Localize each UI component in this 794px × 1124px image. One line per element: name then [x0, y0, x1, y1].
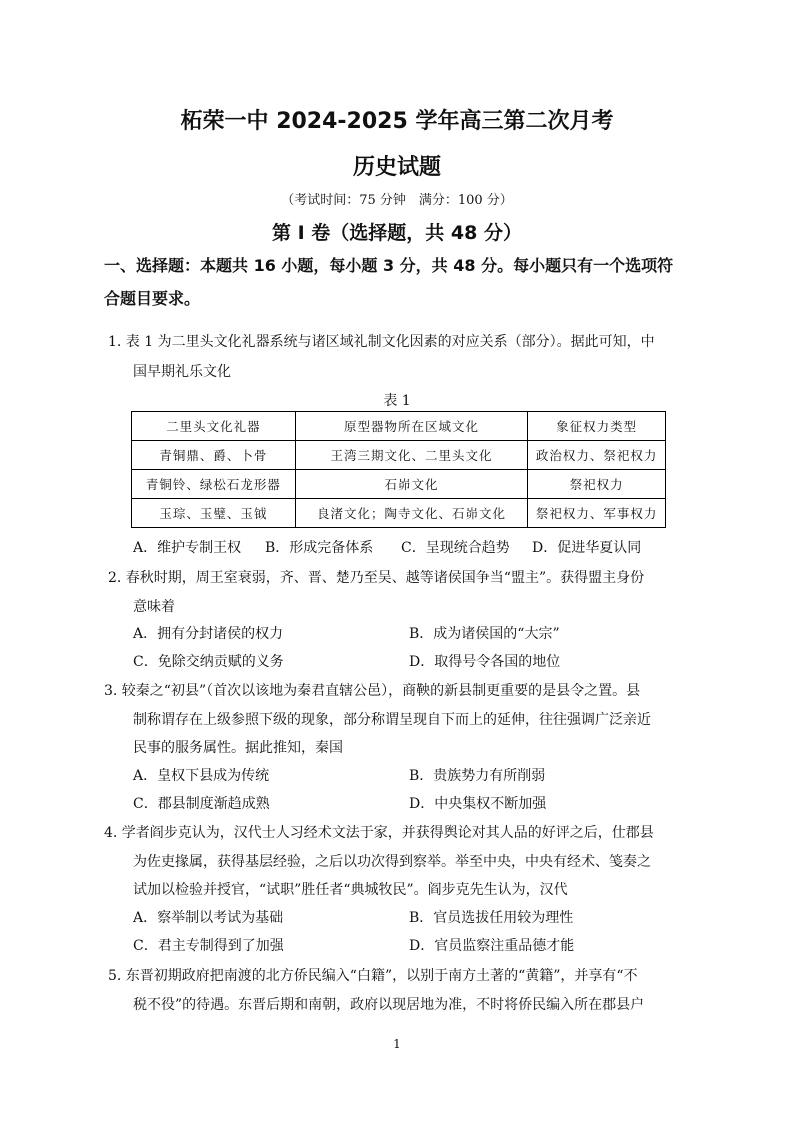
question-1-option-b[interactable]: B．形成完备体系 [265, 540, 374, 556]
question-3-line-2: 制称谓存在上级参照下级的现象，部分称谓呈现自下而上的延伸，往往强调广泛亲近 [133, 712, 651, 728]
section-instruction-line-1: 一、选择题：本题共 16 小题，每小题 3 分，共 48 分。每小题只有一个选项符 [104, 256, 674, 275]
table-header-cell: 象征权力类型 [528, 412, 666, 441]
question-2-option-d[interactable]: D．取得号令各国的地位 [409, 654, 561, 670]
question-3-line-3: 民事的服务属性。据此推知，秦国 [133, 740, 343, 756]
table-cell: 王湾三期文化、二里头文化 [295, 441, 528, 470]
table-cell: 祭祀权力、军事权力 [528, 499, 666, 528]
table-cell: 良渚文化；陶寺文化、石峁文化 [295, 499, 528, 528]
question-2-option-a[interactable]: A．拥有分封诸侯的权力 [133, 626, 284, 642]
question-4-option-d[interactable]: D．官员监察注重品德才能 [409, 938, 575, 954]
question-4-line-2: 为佐吏掾属，获得基层经验，之后以功次得到察举。举至中央，中央有经术、笺奏之 [133, 854, 651, 870]
table-cell: 玉琮、玉璧、玉钺 [132, 499, 296, 528]
exam-title: 柘荣一中 2024-2025 学年高三第二次月考 [180, 109, 614, 134]
table-caption: 表 1 [383, 393, 411, 409]
table-cell: 政治权力、祭祀权力 [528, 441, 666, 470]
question-4-line-1: 4. 学者阎步克认为，汉代士人习经术文法于家，并获得舆论对其人品的好评之后，仕郡县 [104, 825, 654, 841]
question-4-line-3: 试加以检验并授官，“试职”胜任者“典城牧民”。阎步克先生认为，汉代 [133, 882, 568, 898]
table-cell: 祭祀权力 [528, 470, 666, 499]
table-header-cell: 原型器物所在区域文化 [295, 412, 528, 441]
question-3-option-c[interactable]: C．郡县制度渐趋成熟 [133, 796, 270, 812]
question-4-option-b[interactable]: B．官员选拔任用较为理性 [409, 910, 574, 926]
part-title: 第 I 卷（选择题，共 48 分） [272, 222, 522, 244]
question-1-option-c[interactable]: C．呈现统合趋势 [401, 540, 510, 556]
table-header-cell: 二里头文化礼器 [132, 412, 296, 441]
question-2-line-1: 2. 春秋时期，周王室衰弱，齐、晋、楚乃至吴、越等诸侯国争当“盟主”。获得盟主身份 [108, 570, 645, 586]
question-4-option-a[interactable]: A．察举制以考试为基础 [133, 910, 284, 926]
question-3-option-b[interactable]: B．贵族势力有所削弱 [409, 768, 546, 784]
table-header-row [132, 412, 666, 441]
question-3-line-1: 3. 较秦之“初县”（首次以该地为秦君直辖公邑），商鞅的新县制更重要的是县令之置。县 [104, 683, 641, 699]
table-cell: 青铜鼎、爵、卜骨 [132, 441, 296, 470]
question-1-option-a[interactable]: A．维护专制王权 [133, 540, 242, 556]
section-instruction-line-2: 合题目要求。 [104, 289, 201, 308]
exam-subject: 历史试题 [352, 155, 441, 180]
question-3-option-d[interactable]: D．中央集权不断加强 [409, 796, 547, 812]
question-5-line-1: 5. 东晋初期政府把南渡的北方侨民编入“白籍”，以别于南方土著的“黄籍”，并享有“不 [108, 968, 638, 984]
table-row [132, 499, 666, 528]
question-3-option-a[interactable]: A．皇权下县成为传统 [133, 768, 270, 784]
question-4-option-c[interactable]: C．君主专制得到了加强 [133, 938, 284, 954]
question-2-option-c[interactable]: C．免除交纳贡赋的义务 [133, 654, 284, 670]
table-row [132, 470, 666, 499]
question-1-option-d[interactable]: D．促进华夏认同 [532, 540, 642, 556]
table-cell: 青铜铃、绿松石龙形器 [132, 470, 296, 499]
table-cell: 石峁文化 [295, 470, 528, 499]
question-2-line-2: 意味着 [133, 599, 175, 615]
question-5-line-2: 税不役”的待遇。东晋后期和南朝，政府以现居地为准，不时将侨民编入所在郡县户 [133, 997, 645, 1013]
question-1-line-1: 1. 表 1 为二里头文化礼器系统与诸区域礼制文化因素的对应关系（部分）。据此可知，中 [108, 334, 655, 350]
exam-info: （考试时间：75 分钟 满分：100 分） [281, 193, 513, 208]
question-2-option-b[interactable]: B．成为诸侯国的“大宗” [409, 626, 560, 642]
page-number: 1 [393, 1037, 401, 1051]
question-1-table [131, 411, 666, 528]
table-row [132, 441, 666, 470]
question-1-line-2: 国早期礼乐文化 [133, 364, 231, 380]
